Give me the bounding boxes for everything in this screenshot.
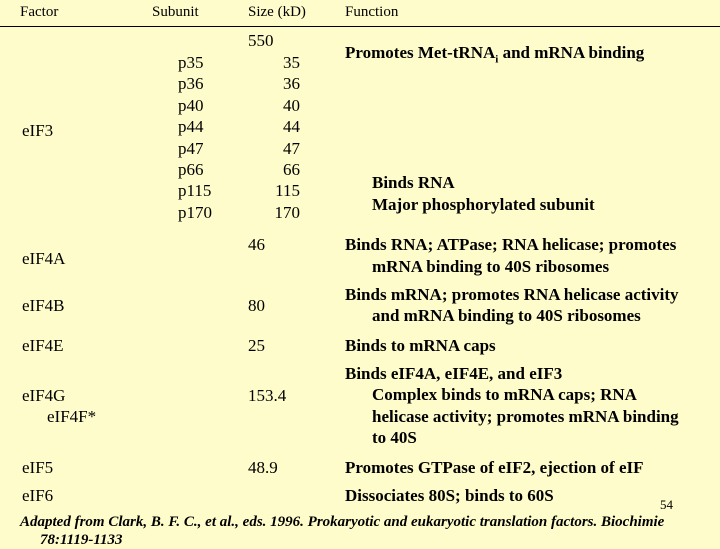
size-eif4e: 25 — [248, 336, 265, 355]
eif3-subunit-list — [178, 52, 212, 223]
factor-eif4a: eIF4A — [22, 249, 66, 268]
factor-eif4b: eIF4B — [22, 296, 65, 315]
size-item: 36 — [283, 74, 300, 94]
function-eif4e: Binds to mRNA caps — [345, 336, 496, 355]
function-eif4a-line1: Binds RNA; ATPase; RNA helicase; promotes — [345, 235, 677, 254]
subunit-item: p47 — [178, 138, 204, 158]
subunit-item: p170 — [178, 202, 212, 222]
header-factor: Factor — [20, 4, 59, 20]
header-size: Size (kD) — [248, 4, 306, 20]
factor-eif6: eIF6 — [22, 486, 54, 505]
header-subunit: Subunit — [152, 4, 199, 20]
size-item: 170 — [274, 202, 300, 222]
size-item: 35 — [283, 53, 300, 72]
size-item: 44 — [283, 117, 300, 137]
size-eif4b: 80 — [248, 296, 265, 315]
header-divider — [0, 26, 720, 27]
function-eif4a-line2: mRNA binding to 40S ribosomes — [372, 257, 610, 276]
subunit-item: p66 — [178, 159, 204, 179]
size-item: 115 — [275, 181, 300, 201]
function-eif4g-line1: Binds eIF4A, eIF4E, and eIF3 — [345, 364, 563, 383]
subunit-item: p40 — [178, 95, 204, 115]
function-eif4g-line4: to 40S — [372, 428, 417, 447]
size-eif5: 48.9 — [248, 458, 278, 477]
size-item: 66 — [283, 159, 300, 179]
size-item: 40 — [283, 95, 300, 115]
function-eif4g-line2: Complex binds to mRNA caps; RNA — [372, 385, 637, 404]
factor-eif4f: eIF4F* — [47, 407, 97, 426]
size-eif4a: 46 — [248, 235, 265, 254]
citation-line2: 78:1119-1133 — [40, 532, 123, 548]
subunit-item: p115 — [178, 181, 212, 201]
eif3-function-rna: Binds RNA — [372, 173, 455, 192]
eif3-size-list — [252, 52, 300, 223]
subunit-item: p44 — [178, 117, 204, 137]
eif3-function-phospho: Major phosphorylated subunit — [372, 195, 595, 214]
size-item: 47 — [283, 138, 300, 158]
subunit-item: p36 — [178, 74, 204, 94]
function-eif4b-line2: and mRNA binding to 40S ribosomes — [372, 306, 641, 325]
eif3-total-size: 550 — [248, 31, 274, 50]
citation-line1: Adapted from Clark, B. F. C., et al., eds. 1996. Prokaryotic and eukaryotic translation factors. Biochimie — [20, 514, 665, 530]
subunit-item: p35 — [178, 53, 204, 72]
factor-eif3: eIF3 — [22, 121, 54, 140]
function-eif4b-line1: Binds mRNA; promotes RNA helicase activity — [345, 285, 679, 304]
factor-eif5: eIF5 — [22, 458, 54, 477]
header-function: Function — [345, 4, 399, 20]
factor-eif4e: eIF4E — [22, 336, 64, 355]
function-eif5: Promotes GTPase of eIF2, ejection of eIF — [345, 458, 644, 477]
eif3-function-main: Promotes Met-tRNA$_i$ and mRNA binding — [345, 43, 645, 66]
size-eif4g: 153.4 — [248, 386, 287, 405]
page-number: 54 — [660, 497, 673, 512]
factor-eif4g: eIF4G — [22, 386, 66, 405]
function-eif6: Dissociates 80S; binds to 60S — [345, 486, 554, 505]
function-eif4g-line3: helicase activity; promotes mRNA binding — [372, 407, 679, 426]
